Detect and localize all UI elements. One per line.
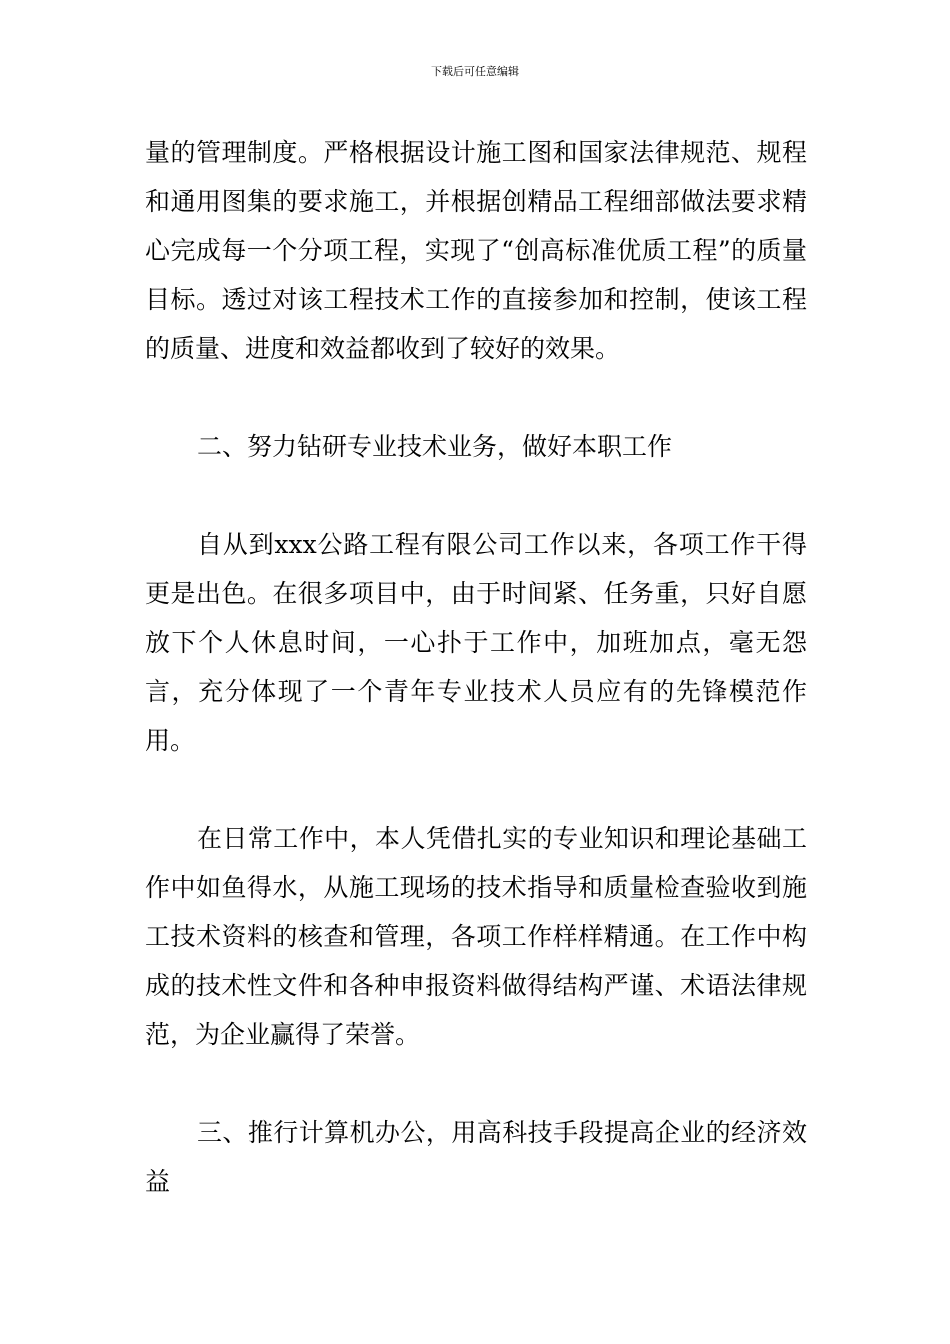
paragraph-continued: 量的管理制度。严格根据设计施工图和国家法律规范、规程和通用图集的要求施工，并根据创精品工程细部做法要求精心完成每一个分项工程，实现了“创高标准优质工程”的质量目标。透过对该工程技术工作的直接参加和控制，使该工程的质量、进度和效益都收到了较好的效果。 — [145, 138, 807, 363]
paragraph-daily-work: 在日常工作中，本人凭借扎实的专业知识和理论基础工作中如鱼得水，从施工现场的技术指导和质量检查验收到施工技术资料的核查和管理，各项工作样样精通。在工作中构成的技术性文件和各种申报资料做得结构严谨、术语法律规范，为企业赢得了荣誉。 — [145, 824, 807, 1049]
paragraph-work-performance: 自从到xxx公路工程有限公司工作以来，各项工作干得更是出色。在很多项目中，由于时间紧、任务重，只好自愿放下个人休息时间，一心扑于工作中，加班加点，毫无怨言，充分体现了一个青年专业技术人员应有的先锋模范作用。 — [145, 530, 807, 755]
page-header: 下载后可任意编辑 — [431, 65, 519, 78]
document-body — [145, 128, 807, 1206]
paragraph-gap — [145, 471, 807, 520]
section-heading-3: 三、推行计算机办公，用高科技手段提高企业的经济效益 — [145, 1118, 807, 1196]
paragraph-gap — [145, 765, 807, 814]
section-heading-2: 二、努力钻研专业技术业务，做好本职工作 — [197, 432, 673, 461]
paragraph-gap — [145, 373, 807, 422]
paragraph-gap — [145, 1059, 807, 1108]
